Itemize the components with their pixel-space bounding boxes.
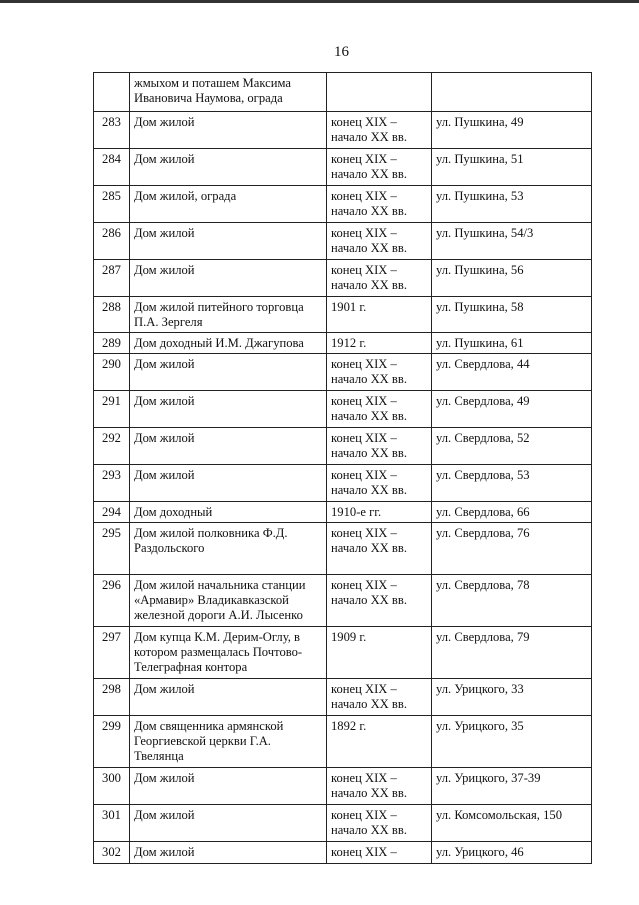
- address-cell: ул. Пушкина, 58: [432, 297, 592, 333]
- date-cell: конец XIX – начало XX вв.: [327, 679, 432, 716]
- row-number-cell: 292: [94, 428, 130, 465]
- table-row: [94, 391, 592, 428]
- object-name-cell: Дом жилой: [130, 391, 327, 428]
- object-name-cell: Дом священника армянской Георгиевской церкви Г.А. Твелянца: [130, 716, 327, 768]
- row-number-cell: 283: [94, 112, 130, 149]
- date-cell: конец XIX – начало XX вв.: [327, 805, 432, 842]
- object-name-cell: Дом жилой начальника станции «Армавир» Владикавказской железной дороги А.И. Лысенко: [130, 575, 327, 627]
- object-name-cell: Дом жилой: [130, 679, 327, 716]
- object-name-cell: Дом жилой: [130, 768, 327, 805]
- address-cell: ул. Урицкого, 46: [432, 842, 592, 864]
- table-row: [94, 679, 592, 716]
- table-row: [94, 223, 592, 260]
- row-number-cell: 301: [94, 805, 130, 842]
- row-number-cell: 291: [94, 391, 130, 428]
- date-cell: конец XIX – начало XX вв.: [327, 223, 432, 260]
- address-cell: ул. Свердлова, 53: [432, 465, 592, 502]
- row-number-cell: 295: [94, 523, 130, 575]
- object-name-cell: Дом жилой: [130, 428, 327, 465]
- table-row: [94, 297, 592, 333]
- table-row: [94, 333, 592, 354]
- date-cell: 1909 г.: [327, 627, 432, 679]
- object-name-cell: жмыхом и поташем Максима Ивановича Наумова, ограда: [130, 73, 327, 112]
- date-cell: конец XIX – начало XX вв.: [327, 428, 432, 465]
- date-cell: конец XIX – начало XX вв.: [327, 768, 432, 805]
- address-cell: ул. Пушкина, 53: [432, 186, 592, 223]
- object-name-cell: Дом жилой, ограда: [130, 186, 327, 223]
- date-cell: 1892 г.: [327, 716, 432, 768]
- table-row: [94, 805, 592, 842]
- date-cell: конец XIX – начало XX вв.: [327, 523, 432, 575]
- address-cell: ул. Свердлова, 49: [432, 391, 592, 428]
- object-name-cell: Дом жилой питейного торговца П.А. Зергеля: [130, 297, 327, 333]
- table-row: [94, 502, 592, 523]
- row-number-cell: [94, 73, 130, 112]
- address-cell: ул. Урицкого, 33: [432, 679, 592, 716]
- table-row: [94, 842, 592, 864]
- table-row: [94, 260, 592, 297]
- date-cell: 1910-е гг.: [327, 502, 432, 523]
- object-name-cell: Дом жилой: [130, 805, 327, 842]
- date-cell: конец XIX –: [327, 842, 432, 864]
- table-row: [94, 149, 592, 186]
- date-cell: конец XIX – начало XX вв.: [327, 260, 432, 297]
- row-number-cell: 289: [94, 333, 130, 354]
- object-name-cell: Дом доходный: [130, 502, 327, 523]
- date-cell: конец XIX – начало XX вв.: [327, 391, 432, 428]
- row-number-cell: 298: [94, 679, 130, 716]
- date-cell: 1912 г.: [327, 333, 432, 354]
- address-cell: ул. Урицкого, 37-39: [432, 768, 592, 805]
- object-name-cell: Дом жилой полковника Ф.Д. Раздольского: [130, 523, 327, 575]
- object-name-cell: Дом жилой: [130, 260, 327, 297]
- row-number-cell: 284: [94, 149, 130, 186]
- object-name-cell: Дом жилой: [130, 112, 327, 149]
- row-number-cell: 294: [94, 502, 130, 523]
- object-name-cell: Дом жилой: [130, 223, 327, 260]
- address-cell: ул. Свердлова, 44: [432, 354, 592, 391]
- date-cell: 1901 г.: [327, 297, 432, 333]
- table-row: [94, 465, 592, 502]
- row-number-cell: 286: [94, 223, 130, 260]
- row-number-cell: 287: [94, 260, 130, 297]
- page-number: 16: [334, 44, 349, 60]
- row-number-cell: 293: [94, 465, 130, 502]
- row-number-cell: 302: [94, 842, 130, 864]
- date-cell: конец XIX – начало XX вв.: [327, 354, 432, 391]
- row-number-cell: 285: [94, 186, 130, 223]
- table-row: [94, 354, 592, 391]
- object-name-cell: Дом купца К.М. Дерим-Оглу, в котором размещалась Почтово-Телеграфная контора: [130, 627, 327, 679]
- date-cell: конец XIX – начало XX вв.: [327, 112, 432, 149]
- address-cell: ул. Пушкина, 61: [432, 333, 592, 354]
- table-row: [94, 73, 592, 112]
- table-row: [94, 575, 592, 627]
- date-cell: [327, 73, 432, 112]
- date-cell: конец XIX – начало XX вв.: [327, 186, 432, 223]
- row-number-cell: 296: [94, 575, 130, 627]
- date-cell: конец XIX – начало XX вв.: [327, 465, 432, 502]
- top-edge-rule: [0, 0, 639, 3]
- object-name-cell: Дом жилой: [130, 842, 327, 864]
- table-row: [94, 768, 592, 805]
- address-cell: [432, 73, 592, 112]
- object-name-cell: Дом жилой: [130, 149, 327, 186]
- row-number-cell: 297: [94, 627, 130, 679]
- table-row: [94, 428, 592, 465]
- table-row: [94, 627, 592, 679]
- address-cell: ул. Пушкина, 54/3: [432, 223, 592, 260]
- address-cell: ул. Свердлова, 78: [432, 575, 592, 627]
- row-number-cell: 299: [94, 716, 130, 768]
- date-cell: конец XIX – начало XX вв.: [327, 149, 432, 186]
- address-cell: ул. Комсомольская, 150: [432, 805, 592, 842]
- table-body: [94, 73, 592, 864]
- table-row: [94, 523, 592, 575]
- row-number-cell: 300: [94, 768, 130, 805]
- object-name-cell: Дом жилой: [130, 354, 327, 391]
- date-cell: конец XIX – начало XX вв.: [327, 575, 432, 627]
- heritage-register-table: [93, 72, 592, 864]
- address-cell: ул. Урицкого, 35: [432, 716, 592, 768]
- table-row: [94, 716, 592, 768]
- object-name-cell: Дом доходный И.М. Джагупова: [130, 333, 327, 354]
- address-cell: ул. Пушкина, 51: [432, 149, 592, 186]
- address-cell: ул. Свердлова, 76: [432, 523, 592, 575]
- address-cell: ул. Свердлова, 79: [432, 627, 592, 679]
- address-cell: ул. Пушкина, 56: [432, 260, 592, 297]
- row-number-cell: 288: [94, 297, 130, 333]
- table-row: [94, 112, 592, 149]
- address-cell: ул. Пушкина, 49: [432, 112, 592, 149]
- object-name-cell: Дом жилой: [130, 465, 327, 502]
- row-number-cell: 290: [94, 354, 130, 391]
- table-row: [94, 186, 592, 223]
- address-cell: ул. Свердлова, 52: [432, 428, 592, 465]
- address-cell: ул. Свердлова, 66: [432, 502, 592, 523]
